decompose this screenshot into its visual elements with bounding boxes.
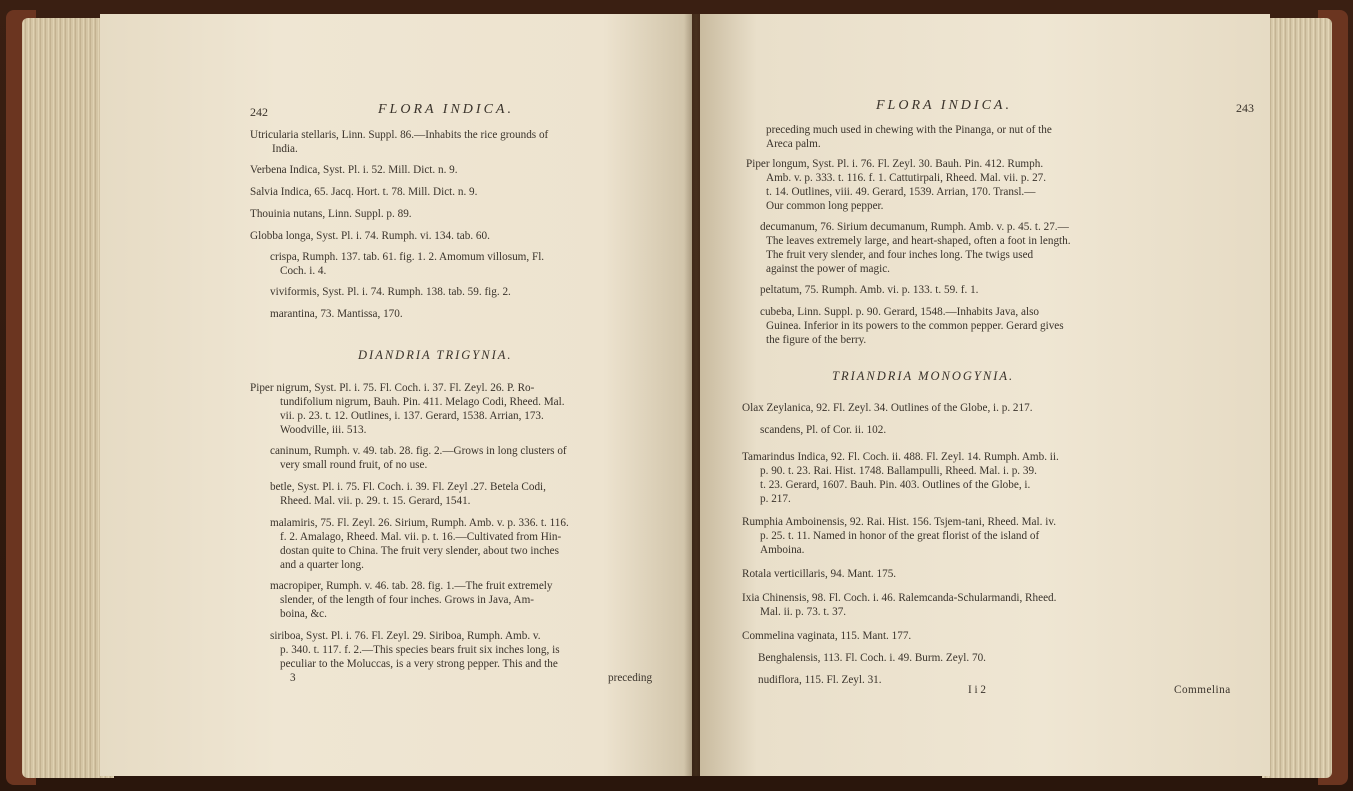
signature-mark: I i 2 (968, 684, 987, 696)
section-title: DIANDRIA TRIGYNIA. (358, 348, 513, 362)
text-line: Utricularia stellaris, Linn. Suppl. 86.—Inhabits the rice grounds of (250, 129, 549, 141)
text-line: Commelina vaginata, 115. Mant. 177. (742, 630, 912, 642)
text-line: betle, Syst. Pl. i. 75. Fl. Coch. i. 39. Fl. Zeyl .27. Betela Codi, (270, 481, 546, 493)
text-line: Benghalensis, 113. Fl. Coch. i. 49. Burm. Zeyl. 70. (758, 652, 986, 664)
signature-mark: 3 (290, 672, 296, 684)
text-line: cubeba, Linn. Suppl. p. 90. Gerard, 1548.—Inhabits Java, also (760, 306, 1040, 318)
catchword: Commelina (1174, 684, 1231, 696)
text-line: Olax Zeylanica, 92. Fl. Zeyl. 34. Outlines of the Globe, i. p. 217. (742, 402, 1033, 414)
text-line: Rotala verticillaris, 94. Mant. 175. (742, 568, 897, 580)
text-line: decumanum, 76. Sirium decumanum, Rumph. Amb. v. p. 45. t. 27.— (760, 221, 1069, 233)
text-line: Mal. ii. p. 73. t. 37. (760, 606, 847, 618)
text-line: very small round fruit, of no use. (280, 459, 428, 471)
page-edges-right (1262, 18, 1332, 778)
text-line: peltatum, 75. Rumph. Amb. vi. p. 133. t. 59. f. 1. (760, 284, 979, 296)
right-page (700, 14, 1270, 776)
text-line: siriboa, Syst. Pl. i. 76. Fl. Zeyl. 29. Siriboa, Rumph. Amb. v. (270, 630, 541, 642)
text-line: crispa, Rumph. 137. tab. 61. fig. 1. 2. Amomum villosum, Fl. (270, 251, 545, 263)
text-line: Verbena Indica, Syst. Pl. i. 52. Mill. Dict. n. 9. (250, 164, 458, 176)
text-line: Ixia Chinensis, 98. Fl. Coch. i. 46. Ralemcanda-Schularmandi, Rheed. (742, 592, 1057, 604)
text-line: against the power of magic. (766, 263, 890, 275)
text-line: The fruit very slender, and four inches long. The twigs used (766, 249, 1034, 261)
text-line: the figure of the berry. (766, 334, 867, 346)
page-number: 242 (250, 105, 268, 119)
text-line: slender, of the length of four inches. Grows in Java, Am- (280, 594, 535, 606)
running-header: FLORA INDICA. (876, 98, 1012, 113)
text-line: Amb. v. p. 333. t. 116. f. 1. Cattutirpali, Rheed. Mal. vii. p. 27. (766, 172, 1047, 184)
text-line: malamiris, 75. Fl. Zeyl. 26. Sirium, Rumph. Amb. v. p. 336. t. 116. (270, 517, 569, 529)
text-line: scandens, Pl. of Cor. ii. 102. (760, 424, 887, 436)
text-line: f. 2. Amalago, Rheed. Mal. vii. p. t. 16.—Cultivated from Hin- (280, 531, 562, 543)
text-line: Piper nigrum, Syst. Pl. i. 75. Fl. Coch. i. 37. Fl. Zeyl. 26. P. Ro- (250, 382, 535, 394)
text-line: macropiper, Rumph. v. 46. tab. 28. fig. 1.—The fruit extremely (270, 580, 553, 592)
text-line: preceding much used in chewing with the Pinanga, or nut of the (766, 124, 1052, 136)
section-title: TRIANDRIA MONOGYNIA. (832, 369, 1015, 383)
text-line: viviformis, Syst. Pl. i. 74. Rumph. 138. tab. 59. fig. 2. (270, 286, 511, 298)
left-page (100, 14, 692, 776)
text-line: p. 25. t. 11. Named in honor of the great florist of the island of (760, 530, 1040, 542)
text-line: Rheed. Mal. vii. p. 29. t. 15. Gerard, 1541. (280, 495, 471, 507)
text-line: The leaves extremely large, and heart-shaped, often a foot in length. (766, 235, 1071, 247)
text-line: p. 340. t. 117. f. 2.—This species bears fruit six inches long, is (280, 644, 560, 656)
text-line: p. 90. t. 23. Rai. Hist. 1748. Ballampulli, Rheed. Mal. i. p. 39. (760, 465, 1037, 477)
text-line: p. 217. (760, 493, 791, 505)
text-line: peculiar to the Moluccas, is a very strong pepper. This and the (280, 658, 558, 670)
text-line: Piper longum, Syst. Pl. i. 76. Fl. Zeyl. 30. Bauh. Pin. 412. Rumph. (746, 158, 1044, 170)
text-line: t. 14. Outlines, viii. 49. Gerard, 1539. Arrian, 170. Transl.— (766, 186, 1036, 198)
text-line: Thouinia nutans, Linn. Suppl. p. 89. (250, 208, 412, 220)
text-line: Coch. i. 4. (280, 265, 327, 277)
text-line: Woodville, iii. 513. (280, 424, 367, 436)
page-number: 243 (1236, 101, 1254, 115)
text-line: Amboina. (760, 544, 805, 556)
text-line: tundifolium nigrum, Bauh. Pin. 411. Melago Codi, Rheed. Mal. (280, 396, 565, 408)
text-line: Our common long pepper. (766, 200, 884, 212)
text-line: dostan quite to China. The fruit very slender, about two inches (280, 545, 559, 557)
text-line: Globba longa, Syst. Pl. i. 74. Rumph. vi. 134. tab. 60. (250, 230, 490, 242)
text-line: t. 23. Gerard, 1607. Bauh. Pin. 403. Outlines of the Globe, i. (760, 479, 1031, 491)
text-line: marantina, 73. Mantissa, 170. (270, 308, 403, 320)
text-line: and a quarter long. (280, 559, 364, 571)
text-line: Areca palm. (766, 138, 821, 150)
text-line: boina, &c. (280, 608, 327, 620)
text-line: nudiflora, 115. Fl. Zeyl. 31. (758, 674, 882, 686)
text-line: Tamarindus Indica, 92. Fl. Coch. ii. 488. Fl. Zeyl. 14. Rumph. Amb. ii. (742, 451, 1059, 463)
text-line: vii. p. 23. t. 12. Outlines, i. 137. Gerard, 1538. Arrian, 173. (280, 410, 544, 422)
text-line: Guinea. Inferior in its powers to the common pepper. Gerard gives (766, 320, 1064, 332)
text-line: Salvia Indica, 65. Jacq. Hort. t. 78. Mill. Dict. n. 9. (250, 186, 478, 198)
running-header: FLORA INDICA. (378, 102, 514, 117)
catchword: preceding (608, 672, 653, 684)
text-line: caninum, Rumph. v. 49. tab. 28. fig. 2.—Grows in long clusters of (270, 445, 567, 457)
text-line: Rumphia Amboinensis, 92. Rai. Hist. 156. Tsjem-tani, Rheed. Mal. iv. (742, 516, 1057, 528)
text-line: India. (272, 143, 298, 155)
